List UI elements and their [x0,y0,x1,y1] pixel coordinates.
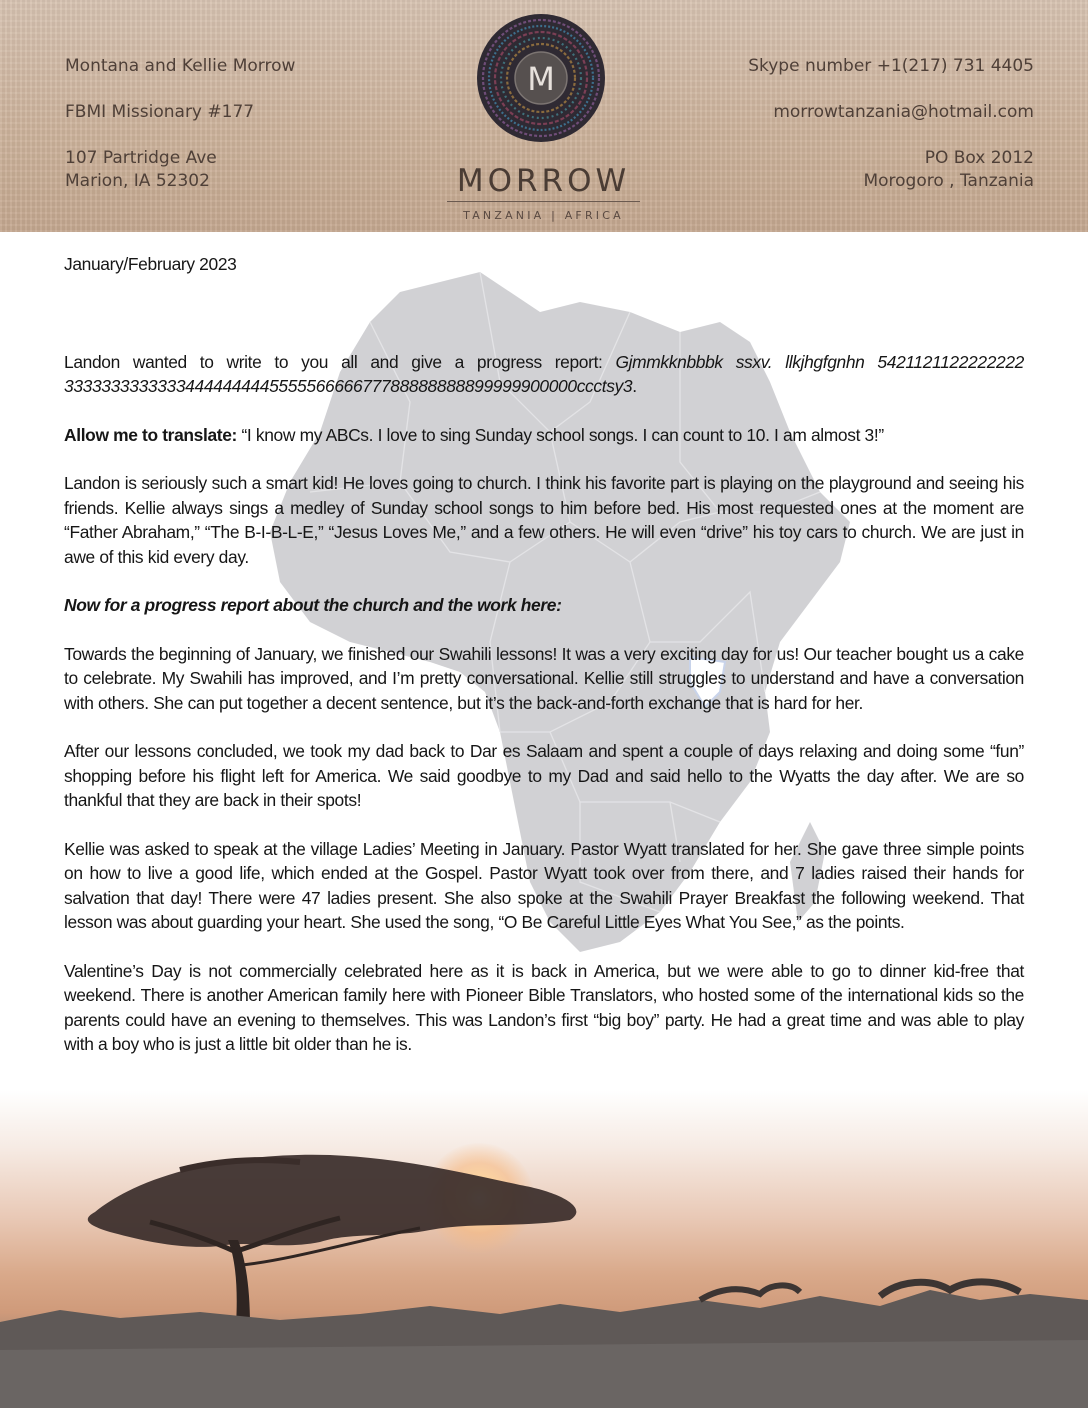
street-address: 107 Partridge Ave [65,148,217,168]
email-address: morrowtanzania@hotmail.com [773,102,1034,122]
paragraph-valentines: Valentine’s Day is not commercially celebrated here as it is back in America, but we were able to go to dinner kid-free that weekend. There is another American family here with Pioneer Bible Translators, who hosted some of the international kids so the parents could have an evening to themselves. This was Landon’s first “big boy” party. He had a great time and was able to play with a boy who is just a little bit older than he is. [64,960,1024,1054]
acacia-tree-silhouette [0,1100,1088,1408]
letterhead [0,0,1088,232]
paragraph-dar-es-salaam: After our lessons concluded, we took my dad back to Dar es Salaam and spent a couple of days relaxing and doing some “fun” shopping before his flight left for America. We said goodbye to my Dad and said hello to the Wyatts the day after. We are so thankful that they are back in their spots! [64,741,1024,810]
brand-divider [447,201,640,202]
brand-name: MORROW [456,163,631,199]
translate-label: Allow me to translate: [64,424,237,445]
tanzania-city: Morogoro , Tanzania [863,171,1034,191]
po-box: PO Box 2012 [924,148,1034,168]
logo-letter: M [527,60,555,98]
paragraph-ladies-meeting: Kellie was asked to speak at the village Ladies’ Meeting in January. Pastor Wyatt translated for her. She gave three simple points on how to live a good life, which ended at the Gospel. Pastor Wyatt took over from there, and 7 ladies raised their hands for salvation that day! There were 47 ladies present. She also spoke at the Swahili Prayer Breakfast the following weekend. That lesson was about guarding your heart. She used the song, “O Be Careful Little Eyes What You See,” as the points. [64,838,1024,932]
missionary-number: FBMI Missionary #177 [65,102,255,122]
brand-subtitle: TANZANIA | AFRICA [463,209,624,222]
sender-info [65,55,295,193]
paragraph-swahili: Towards the beginning of January, we finished our Swahili lessons! It was a very exciting day for us! Our teacher bought us a cake to celebrate. My Swahili has improved, and I’m pretty conversational. Kellie still struggles to understand and have a conversation with others. She can put together a decent sentence, but it’s the back-and-forth exchange that is hard for her. [64,643,1024,713]
letter-date: January/February 2023 [64,254,237,274]
morrow-logo-mandala [476,13,606,143]
letter-body [64,252,1024,1057]
translation-text: “I know my ABCs. I love to sing Sunday school songs. I can count to 10. I am almost 3!” [237,424,884,445]
skype-number: Skype number +1(217) 731 4405 [748,56,1034,76]
intro-text: Landon wanted to write to you all and give a progress report: [64,351,616,372]
landon-message: Gjmmkknbbbk ssxv. llkjhgfgnhn 5421121122222222 3333333333333444444444555556666677788888888899999900000ccctsy3 [64,351,1024,396]
paragraph-intro [64,350,1024,399]
section-heading: Now for a progress report about the church and the work here: [64,595,562,615]
sender-name: Montana and Kellie Morrow [65,56,296,76]
intro-period: . [632,376,637,396]
city-address: Marion, IA 52302 [65,171,210,191]
paragraph-translation [64,423,1024,448]
contact-info [748,55,1034,193]
paragraph-landon: Landon is seriously such a smart kid! He loves going to church. I think his favorite part is playing on the playground and seeing his friends. Kellie always sings a medley of Sunday school songs to him before bed. His most requested ones at the moment are “Father Abraham,” “The B-I-B-L-E,” “Jesus Loves Me,” and a few others. He will even “drive” his toy cars to church. We are just in awe of this kid every day. [64,473,1024,567]
